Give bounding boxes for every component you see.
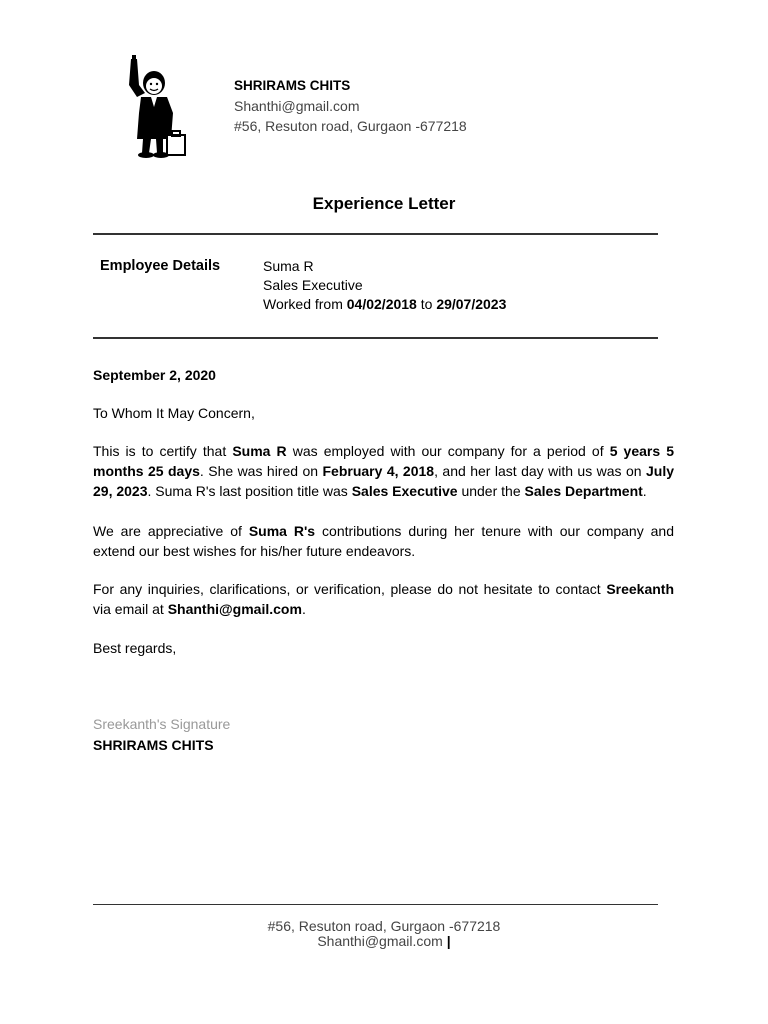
company-email: Shanthi@gmail.com bbox=[234, 98, 360, 114]
paragraph-contact: For any inquiries, clarifications, or verification, please do not hesitate to contact Sreekanth via email at Shanthi@gmail.com. bbox=[93, 581, 675, 617]
signature-company: SHRIRAMS CHITS bbox=[93, 737, 214, 753]
to-date: 29/07/2023 bbox=[436, 296, 507, 312]
employee-name: Suma R bbox=[263, 258, 314, 274]
divider bbox=[93, 233, 658, 235]
footer bbox=[0, 919, 768, 949]
company-address: #56, Resuton road, Gurgaon -677218 bbox=[234, 118, 467, 134]
divider bbox=[93, 337, 658, 339]
businessman-logo-icon bbox=[123, 55, 189, 161]
footer-divider bbox=[93, 904, 658, 905]
to-label: to bbox=[420, 296, 433, 312]
text-cursor: | bbox=[446, 933, 451, 949]
footer-address: #56, Resuton road, Gurgaon -677218 bbox=[267, 918, 501, 934]
letter-date: September 2, 2020 bbox=[93, 367, 216, 383]
employee-details bbox=[263, 257, 506, 314]
closing: Best regards, bbox=[93, 640, 177, 656]
footer-email: Shanthi@gmail.com bbox=[317, 933, 443, 949]
paragraph-certification: This is to certify that Suma R was employed with our company for a period of 5 years 5 months 25 days. She was hired on February 4, 2018, and her last day with us was on July 29, 2023. Suma R's last position title was Sales Executive under the Sales Department. bbox=[93, 443, 675, 499]
signature-label: Sreekanth's Signature bbox=[93, 716, 231, 732]
worked-from-label: Worked from bbox=[263, 296, 343, 312]
letter-title: Experience Letter bbox=[312, 194, 456, 213]
employee-details-label: Employee Details bbox=[100, 258, 221, 274]
employee-tenure bbox=[263, 295, 506, 314]
from-date: 04/02/2018 bbox=[346, 296, 417, 312]
employee-position: Sales Executive bbox=[263, 277, 363, 293]
salutation: To Whom It May Concern, bbox=[93, 405, 255, 421]
company-name: SHRIRAMS CHITS bbox=[234, 78, 351, 93]
paragraph-appreciation: We are appreciative of Suma R's contributions during her tenure with our company and extend our best wishes for his/her future endeavors. bbox=[93, 523, 674, 559]
footer-email-line bbox=[0, 934, 768, 949]
company-header bbox=[234, 76, 467, 136]
